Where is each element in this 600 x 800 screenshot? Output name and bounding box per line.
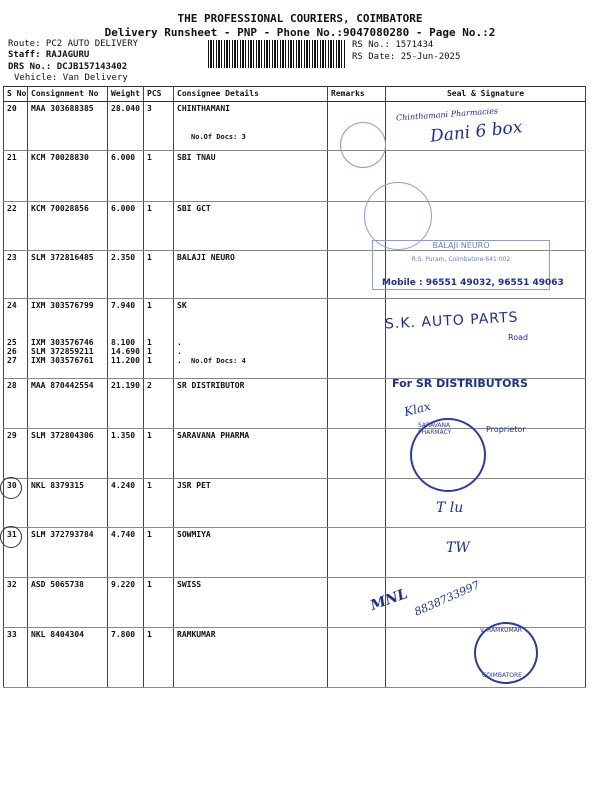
col-seal: Seal & Signature xyxy=(386,87,586,102)
ramkumar-seal xyxy=(474,622,538,684)
row-sno: 31 xyxy=(4,528,28,578)
row-sno: 32 xyxy=(4,578,28,628)
sub-weight: 14.690 xyxy=(111,347,140,356)
row-consignment: MAA 870442554 xyxy=(28,379,108,429)
runsheet-subtitle: Delivery Runsheet - PNP - Phone No.:9047080280 - Page No.:2 xyxy=(104,26,496,39)
sub-pcs: 1 xyxy=(147,347,152,356)
row-pcs: 1 xyxy=(144,528,174,578)
row-weight xyxy=(108,299,144,379)
row-seal xyxy=(386,578,586,628)
row-weight-main: 7.940 xyxy=(111,301,136,310)
rs-number: RS No.: 1571434 xyxy=(352,40,434,50)
row-sno: 28 xyxy=(4,379,28,429)
row-consignee: SARAVANA PHARMA xyxy=(174,429,328,479)
col-consignment: Consignment No xyxy=(28,87,108,102)
table-row xyxy=(4,429,586,479)
saravana-seal-text: SARAVANA PHARMACY xyxy=(418,422,452,436)
drs-number: DRS No.: DCJB157143402 xyxy=(8,62,128,72)
row-remarks xyxy=(328,429,386,479)
row-consignee xyxy=(174,102,328,151)
row-sno xyxy=(4,299,28,379)
row-weight: 6.000 xyxy=(108,151,144,202)
row-consignee: SBI GCT xyxy=(174,202,328,251)
signature: Klax xyxy=(402,398,433,420)
signature: TW xyxy=(446,540,470,556)
row-sno: 20 xyxy=(4,102,28,151)
row-consignment: NKL 8379315 xyxy=(28,479,108,528)
col-consignee: Consignee Details xyxy=(174,87,328,102)
row-pcs: 1 xyxy=(144,151,174,202)
sub-cons: IXM 303576746 xyxy=(31,338,94,347)
route-label: Route: PC2 AUTO DELIVERY xyxy=(8,39,139,49)
consignee-name: CHINTHAMANI xyxy=(177,104,230,113)
handwritten-phone: 8838733997 xyxy=(412,578,482,619)
row-consignment: MAA 303688385 xyxy=(28,102,108,151)
row-sno-main: 24 xyxy=(7,301,17,310)
row-consignee xyxy=(174,299,328,379)
col-remarks: Remarks xyxy=(328,87,386,102)
row-consignment: SLM 372793784 xyxy=(28,528,108,578)
table-row xyxy=(4,578,586,628)
row-weight: 1.350 xyxy=(108,429,144,479)
row-consignee: SWISS xyxy=(174,578,328,628)
row-remarks xyxy=(328,299,386,379)
balaji-mobile: Mobile : 96551 49032, 96551 49063 xyxy=(382,278,564,288)
row-pcs: 3 xyxy=(144,102,174,151)
signature: T lu xyxy=(436,500,464,516)
saravana-seal xyxy=(410,418,486,492)
sub-weight: 11.200 xyxy=(111,356,140,365)
proprietor-label: Proprietor xyxy=(486,425,526,434)
sr-stamp: For SR DISTRIBUTORS xyxy=(392,377,528,390)
row-weight: 2.350 xyxy=(108,251,144,299)
row-pcs: 1 xyxy=(144,628,174,688)
row-consignment: KCM 70028856 xyxy=(28,202,108,251)
staff-label: Staff: RAJAGURU xyxy=(8,50,90,60)
row-pcs: 1 xyxy=(144,202,174,251)
row-consignee: JSR PET xyxy=(174,479,328,528)
row-weight: 9.220 xyxy=(108,578,144,628)
row-sno: 33 xyxy=(4,628,28,688)
row-consignment: ASD 5065738 xyxy=(28,578,108,628)
row-cons-main: IXM 303576799 xyxy=(31,301,94,310)
col-sno: S No xyxy=(4,87,28,102)
row-weight: 7.800 xyxy=(108,628,144,688)
row-consignment xyxy=(28,299,108,379)
row-remarks xyxy=(328,628,386,688)
row-consignee: BALAJI NEURO xyxy=(174,251,328,299)
company-title: THE PROFESSIONAL COURIERS, COIMBATORE xyxy=(177,12,423,25)
sub-sno: 25 xyxy=(7,338,17,347)
row-sno: 29 xyxy=(4,429,28,479)
table-header-row xyxy=(4,87,586,102)
table-row xyxy=(4,479,586,528)
row-pcs: 2 xyxy=(144,379,174,429)
barcode xyxy=(208,40,346,68)
row-sno: 23 xyxy=(4,251,28,299)
row-weight: 28.040 xyxy=(108,102,144,151)
row-pcs: 1 xyxy=(144,429,174,479)
row-weight: 4.240 xyxy=(108,479,144,528)
row-consignment: KCM 70028830 xyxy=(28,151,108,202)
hand-circle xyxy=(0,526,22,548)
row-seal xyxy=(386,479,586,528)
row-weight: 6.000 xyxy=(108,202,144,251)
balaji-address: R.S. Puram, Coimbatore-641 002 xyxy=(411,256,511,263)
sub-weight: 8.100 xyxy=(111,338,136,347)
row-sno: 22 xyxy=(4,202,28,251)
row-pcs xyxy=(144,299,174,379)
signature: Dani 6 box xyxy=(429,117,524,147)
sub-cons: SLM 372859211 xyxy=(31,347,94,356)
row-remarks xyxy=(328,528,386,578)
table-row xyxy=(4,151,586,202)
sub-cons: IXM 303576761 xyxy=(31,356,94,365)
sub-sno: 26 xyxy=(7,347,17,356)
row-seal xyxy=(386,528,586,578)
row-pcs: 1 xyxy=(144,479,174,528)
rs-date: RS Date: 25-Jun-2025 xyxy=(352,52,461,62)
row-weight: 21.190 xyxy=(108,379,144,429)
docs-count: No.Of Docs: 3 xyxy=(191,133,246,141)
row-consignment: NKL 8404304 xyxy=(28,628,108,688)
sub-consignee: . xyxy=(177,356,182,365)
row-consignee: SR DISTRIBUTOR xyxy=(174,379,328,429)
row-weight: 4.740 xyxy=(108,528,144,578)
table-row xyxy=(4,528,586,578)
row-consignee: SBI TNAU xyxy=(174,151,328,202)
sk-auto-stamp: S.K. AUTO PARTS xyxy=(384,309,519,333)
signature: MNL xyxy=(368,585,410,615)
row-remarks xyxy=(328,379,386,429)
row-consignment: SLM 372816485 xyxy=(28,251,108,299)
ramkumar-seal-city: COIMBATORE xyxy=(482,672,522,679)
sub-pcs: 1 xyxy=(147,338,152,347)
row-pcs-main: 1 xyxy=(147,301,152,310)
consignee-name: SK xyxy=(177,301,187,310)
row-pcs: 1 xyxy=(144,578,174,628)
row-consignee: SOWMIYA xyxy=(174,528,328,578)
balaji-name: BALAJI NEURO xyxy=(432,241,490,250)
row-pcs: 1 xyxy=(144,251,174,299)
sk-auto-road: Road xyxy=(508,333,529,342)
signature-name: Chinthamani Pharmacies xyxy=(395,106,499,123)
sub-consignee: . xyxy=(177,338,182,347)
hand-circle xyxy=(0,477,22,499)
row-consignment: SLM 372804306 xyxy=(28,429,108,479)
docs-count: No.Of Docs: 4 xyxy=(191,357,246,365)
row-consignee: RAMKUMAR xyxy=(174,628,328,688)
sub-consignee: . xyxy=(177,347,182,356)
sub-sno: 27 xyxy=(7,356,17,365)
row-sno: 30 xyxy=(4,479,28,528)
col-pcs: PCS xyxy=(144,87,174,102)
vehicle-label: Vehicle: Van Delivery xyxy=(14,73,128,83)
faint-stamp xyxy=(340,122,386,168)
col-weight: Weight xyxy=(108,87,144,102)
row-remarks xyxy=(328,479,386,528)
ramkumar-seal-name: V. RAMKUMAR xyxy=(480,627,522,634)
sub-pcs: 1 xyxy=(147,356,152,365)
row-sno: 21 xyxy=(4,151,28,202)
